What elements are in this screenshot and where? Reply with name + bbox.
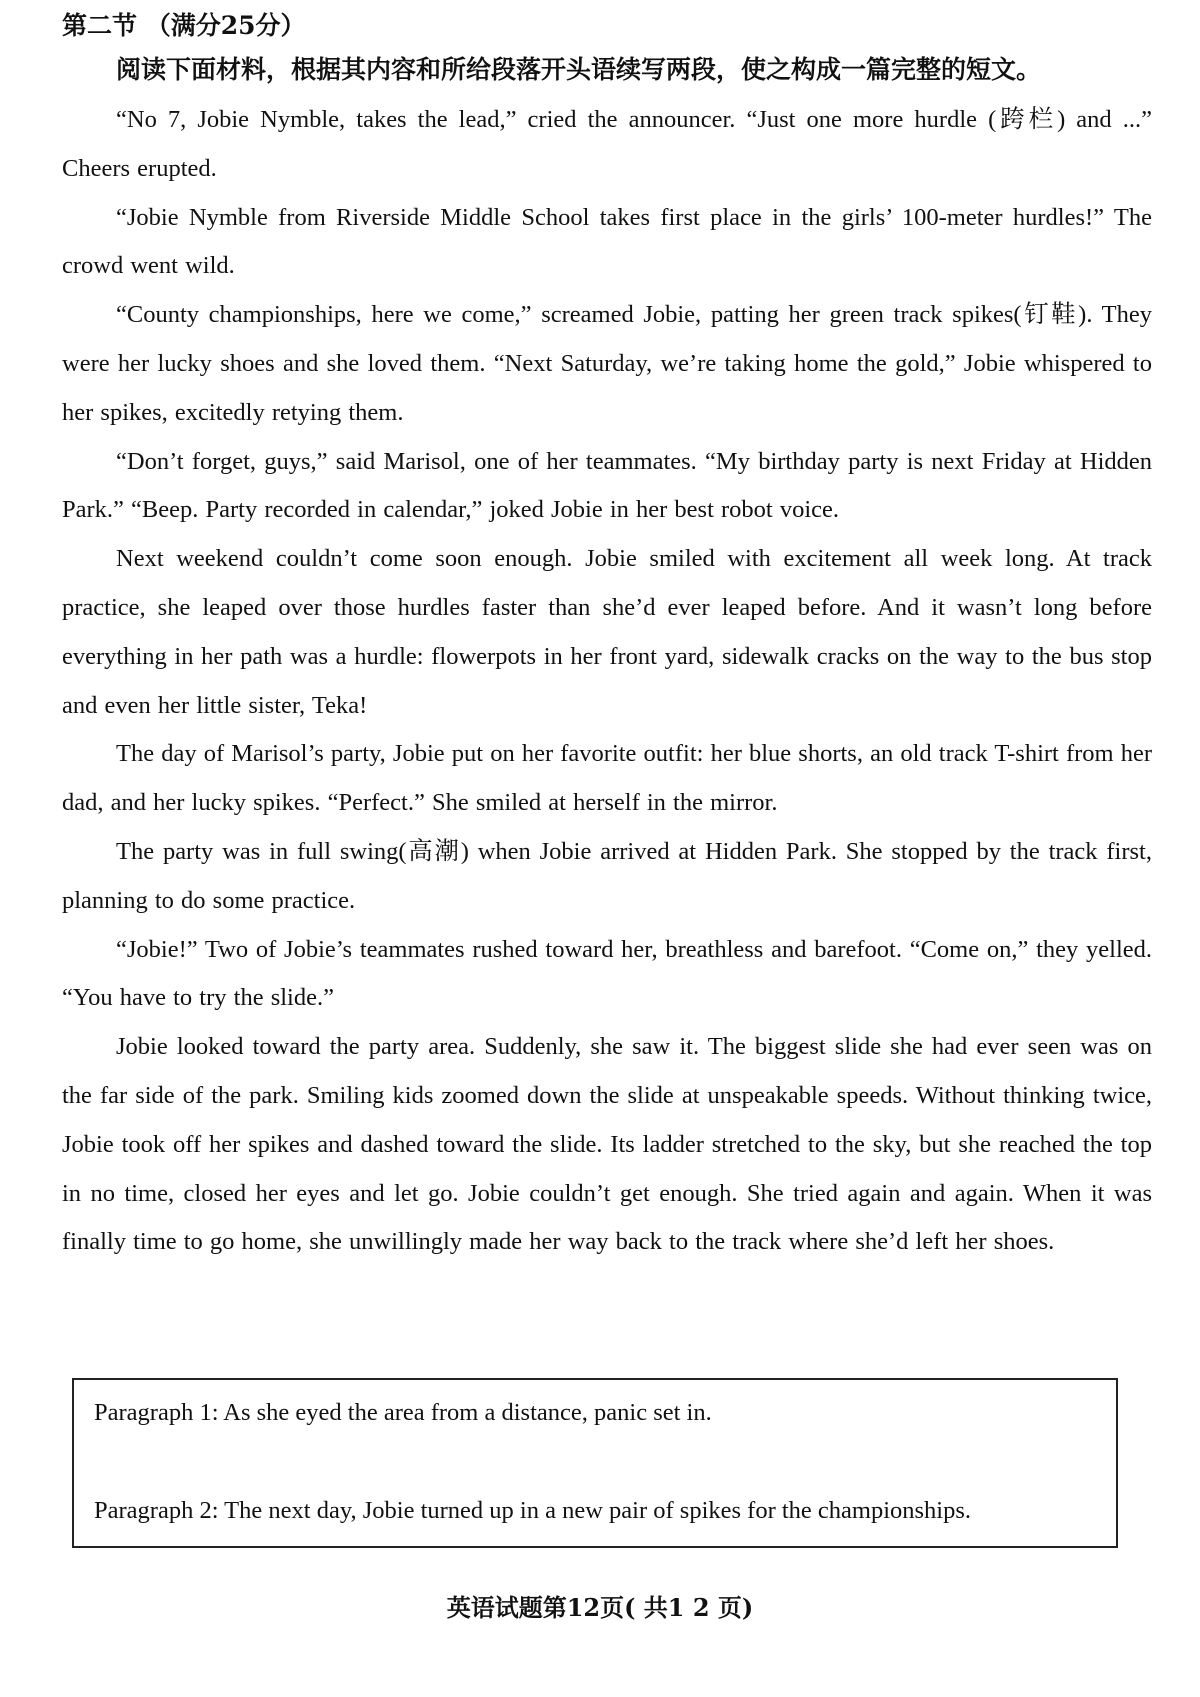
story-paragraph-9: Jobie looked toward the party area. Suddenly, she saw it. The biggest slide she had ever seen was on the far side of the park. Smiling kids zoomed down the slide at unspeakable speeds. Without thinking twice, Jobie took off her spikes and dashed toward the slide. Its ladder stretched to the sky, but she reached the top in no time, closed her eyes and let go. Jobie couldn’t get enough. She tried again and again. When it was finally time to go home, she unwillingly made her way back to the track where she’d left her shoes. (62, 1033, 1152, 1256)
section-instruction: 阅读下面材料，根据其内容和所给段落开头语续写两段，使之构成一篇完整的短文。 (116, 55, 1042, 84)
exam-page (62, 4, 1152, 1267)
page-footer: 英语试题第12页( 共1 2 页) (446, 1593, 754, 1622)
story-paragraph-2: “Jobie Nymble from Riverside Middle School takes first place in the girls’ 100-meter hurdles!” The crowd went wild. (62, 203, 1152, 280)
story-paragraph-1: “No 7, Jobie Nymble, takes the lead,” cried the announcer. “Just one more hurdle (跨栏) and ...” Cheers erupted. (62, 106, 1152, 182)
story-paragraph-4: “Don’t forget, guys,” said Marisol, one of her teammates. “My birthday party is next Friday at Hidden Park.” “Beep. Party recorded in calendar,” joked Jobie in her best robot voice. (62, 447, 1152, 524)
section-title: 第二节 （满分25分） (62, 11, 306, 40)
prompt-paragraph-2: Paragraph 2: The next day, Jobie turned up in a new pair of spikes for the championships. (94, 1497, 972, 1524)
story-paragraph-7: The party was in full swing(高潮) when Jobie arrived at Hidden Park. She stopped by the track first, planning to do some practice. (62, 837, 1152, 914)
story-paragraph-5: Next weekend couldn’t come soon enough. Jobie smiled with excitement all week long. At track practice, she leaped over those hurdles faster than she’d ever leaped before. And it wasn’t long before everything in her path was a hurdle: flowerpots in her front yard, sidewalk cracks on the way to the bus stop and even her little sister, Teka! (62, 545, 1152, 719)
continuation-prompt-box (72, 1378, 1118, 1548)
story-text (62, 96, 1152, 1267)
story-paragraph-8: “Jobie!” Two of Jobie’s teammates rushed toward her, breathless and barefoot. “Come on,” they yelled. “You have to try the slide.” (62, 935, 1152, 1012)
prompt-paragraph-1: Paragraph 1: As she eyed the area from a distance, panic set in. (94, 1399, 712, 1426)
story-paragraph-3: “County championships, here we come,” screamed Jobie, patting her green track spikes(钉鞋). They were her lucky shoes and she loved them. “Next Saturday, we’re taking home the gold,” Jobie whispered to her spikes, excitedly retying them. (62, 301, 1152, 426)
story-paragraph-6: The day of Marisol’s party, Jobie put on her favorite outfit: her blue shorts, an old track T-shirt from her dad, and her lucky spikes. “Perfect.” She smiled at herself in the mirror. (62, 740, 1152, 817)
